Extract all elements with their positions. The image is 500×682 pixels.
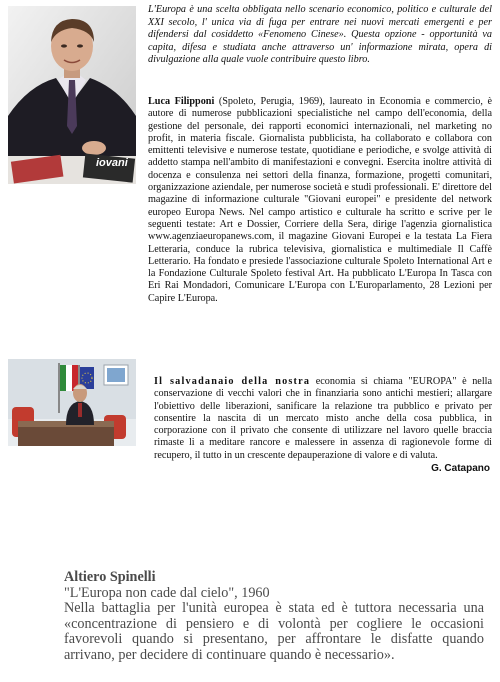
savings-text: economia si chiama "EUROPA" è nella conservazione di vecchi valori che in finanziaria sono antichi mestieri; allargare l'obiettivo delle liberazioni, sanificare la relazione tra pubblico e privato per consentire la nascita di un mercato misto anche della cosa pubblica, in corporazione con il privato che consente di utilizzare nel lavoro quelle braccia rimaste li a meditare rancore e malessere in assenza di ragionevole forme di recupero, il tutto in un crescente depauperazione di valore e di valuta. — [154, 376, 492, 461]
author-biography — [148, 96, 492, 305]
author-biography-text: (Spoleto, Perugia, 1969), laureato in Economia e commercio, è autore di numerose pubblicazioni specialistiche nel campo dell'economia, della gestione del personale, dei rapporti economici internazionali, nel marketing no profit, in materia fiscale. Giornalista pubblicista, ha collaborato e collabora con emittenti televisive e numerose testate, quotidiane e periodiche, e svolge attività di addetto stampa nell'ambito di manifestazioni e convegni. Esercita inoltre attività di docenza e consulenza nei settori della finanza, formazione, progetti comunitari, organizzazione aziendale, per numerose società e studi professionali. E' direttore del magazine di informazione culturale "Giovani europei" e presidente del network europeo Europa News. Nel campo artistico e culturale ha scritto e scrive per le seguenti testate: Art e Dossier, Corriere della Sera, dirige l'agenzia giornalistica www.agenziaeuropanews.com, il magazine Giovani Europei e la testata La Fiera Letteraria, conduce la rubrica televisiva, giornalistica e multimediale Il Caffè Letterario. Ha fondato e presiede l'associazione culturale Spoleto International Art e la Fondazione Culturale Spoleto festival Art. Ha pubblicato L'Europa In Tasca con Eri Rai Mondadori, Comunicare L'Europa con L'Europarlamento, 28 Lezioni per Capire L'Europa. — [148, 96, 492, 304]
quote-author: Altiero Spinelli — [64, 569, 156, 585]
magazine-cover-label: iovani — [96, 157, 128, 169]
quote-source: "L'Europa non cade dal cielo", 1960 — [64, 584, 270, 601]
savings-lead: Il salvadanaio della nostra — [154, 376, 311, 387]
spinelli-quote — [64, 570, 484, 664]
author-photo — [8, 6, 136, 184]
quote-text: Nella battaglia per l'unità europea è stata ed è tuttora necessaria una «concentrazione di pensiero e di volontà per cogliere le occasioni favorevoli quando si presentano, per affrontare le disfatte quando arrivano, per decidere di continuare quando è necessario». — [64, 600, 484, 663]
office-photo — [8, 359, 136, 446]
savings-paragraph — [154, 376, 492, 462]
author-name: Luca Filipponi — [148, 96, 215, 107]
intro-paragraph: L'Europa è una scelta obbligata nello scenario economico, politico e culturale del XXI secolo, l' unica via di fuga per entrare nei nuovi mercati emergenti e per difendersi dal cosiddetto «Fenomeno Cinese». Questa opzione - opportunità va capita, difesa e studiata anche attraverso un' informazione mirata, opera di divulgazione alla quale vuole contribuire questo libro. — [148, 4, 492, 65]
signature: G. Catapano — [431, 463, 490, 474]
